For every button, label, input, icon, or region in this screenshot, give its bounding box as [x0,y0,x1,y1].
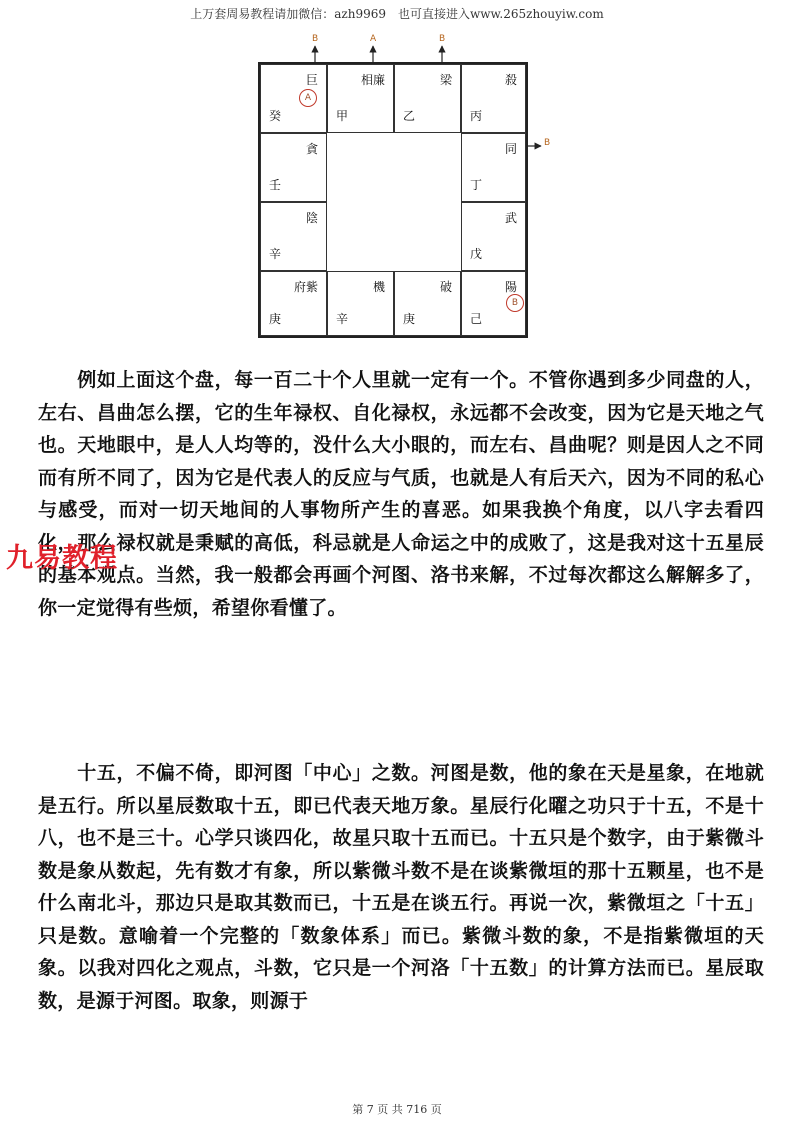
palace-star: 同 [504,142,517,156]
palace-stem: 庚 [403,312,416,326]
palace-stem: 辛 [269,247,282,261]
palace-stem: 癸 [269,109,282,123]
circled-marker: A [299,89,317,107]
body-paragraph-1 [38,364,764,624]
circled-marker: B [506,294,524,312]
palace-stem: 丙 [470,109,483,123]
arrow-label-top-2: A [370,34,377,44]
palace-star: 陰 [305,211,318,225]
palace-cell [394,271,461,336]
palace-cell [260,202,327,271]
body-paragraph-2 [38,757,764,1017]
palace-star: 殺 [504,73,517,87]
page-footer: 第 7 页 共 716 页 [352,1103,442,1116]
palace-star: 破 [439,280,452,294]
palace-cell [461,202,526,271]
palace-star: 相廉 [360,73,385,87]
page-header: 上万套周易教程请加微信：azh9969 也可直接进入www.265zhouyiw.com [190,7,604,21]
palace-star: 陽 [504,280,517,294]
palace-cell [461,271,526,336]
palace-stem: 庚 [269,312,282,326]
ziwei-chart [258,62,528,338]
palace-star: 貪 [305,142,318,156]
palace-stem: 辛 [336,312,349,326]
palace-stem: 丁 [470,178,483,192]
palace-stem: 甲 [336,109,349,123]
palace-cell [260,133,327,202]
palace-cell [461,133,526,202]
paragraph-text: 例如上面这个盘，每一百二十个人里就一定有一个。不管你遇到多少同盘的人，左右、昌曲怎么摆，它的生年禄权、自化禄权，永远都不会改变，因为它是天地之气也。天地眼中，是人人均等的，没什么大小眼的，而左右、昌曲呢？则是因人之不同而有所不同了，因为它是代表人的反应与气质，也就是人有后天六，因为不同的私心与感受，而对一切天地间的人事物所产生的喜恶。如果我换个角度，以八字去看四化，那么禄权就是秉赋的高低，科忌就是人命运之中的成败了，这是我对这十五星辰的基本观点。当然，我一般都会再画个河图、洛书来解，不过每次都这么解解多了，你一定觉得有些烦，希望你看懂了。 [38,369,764,619]
arrow-label-top-3: B [439,34,446,44]
paragraph-text: 十五，不偏不倚，即河图「中心」之数。河图是数，他的象在天是星象，在地就是五行。所以星辰数取十五，即已代表天地万象。星辰行化曜之功只于十五，不是十八，也不是三十。心学只谈四化，故星只取十五而已。十五只是个数字，由于紫微斗数是象从数起，先有数才有象，所以紫微斗数不是在谈紫微垣的那十五颗星，也不是什么南北斗，那边只是取其数而已，十五是在谈五行。再说一次，紫微垣之「十五」只是数。意喻着一个完整的「数象体系」而已。紫微斗数的象，不是指紫微垣的天象。以我对四化之观点，斗数，它只是一个河洛「十五数」的计算方法而已。星辰取数，是源于河图。取象，则源于 [38,762,764,1012]
palace-stem: 乙 [403,109,416,123]
palace-star: 巨 [305,73,318,87]
palace-star: 機 [372,280,385,294]
palace-cell [260,64,327,133]
palace-star: 府紫 [293,280,318,294]
palace-star: 梁 [439,73,452,87]
arrow-label-top-1: B [312,34,319,44]
palace-star: 武 [504,211,517,225]
palace-cell [327,271,394,336]
watermark-logo: 九易教程 [6,543,118,574]
palace-cell [394,64,461,133]
palace-cell [260,271,327,336]
palace-stem: 戊 [470,247,483,261]
palace-cell [461,64,526,133]
palace-stem: 己 [470,312,483,326]
palace-cell [327,64,394,133]
palace-stem: 壬 [269,178,282,192]
arrow-label-right: B [544,138,551,148]
